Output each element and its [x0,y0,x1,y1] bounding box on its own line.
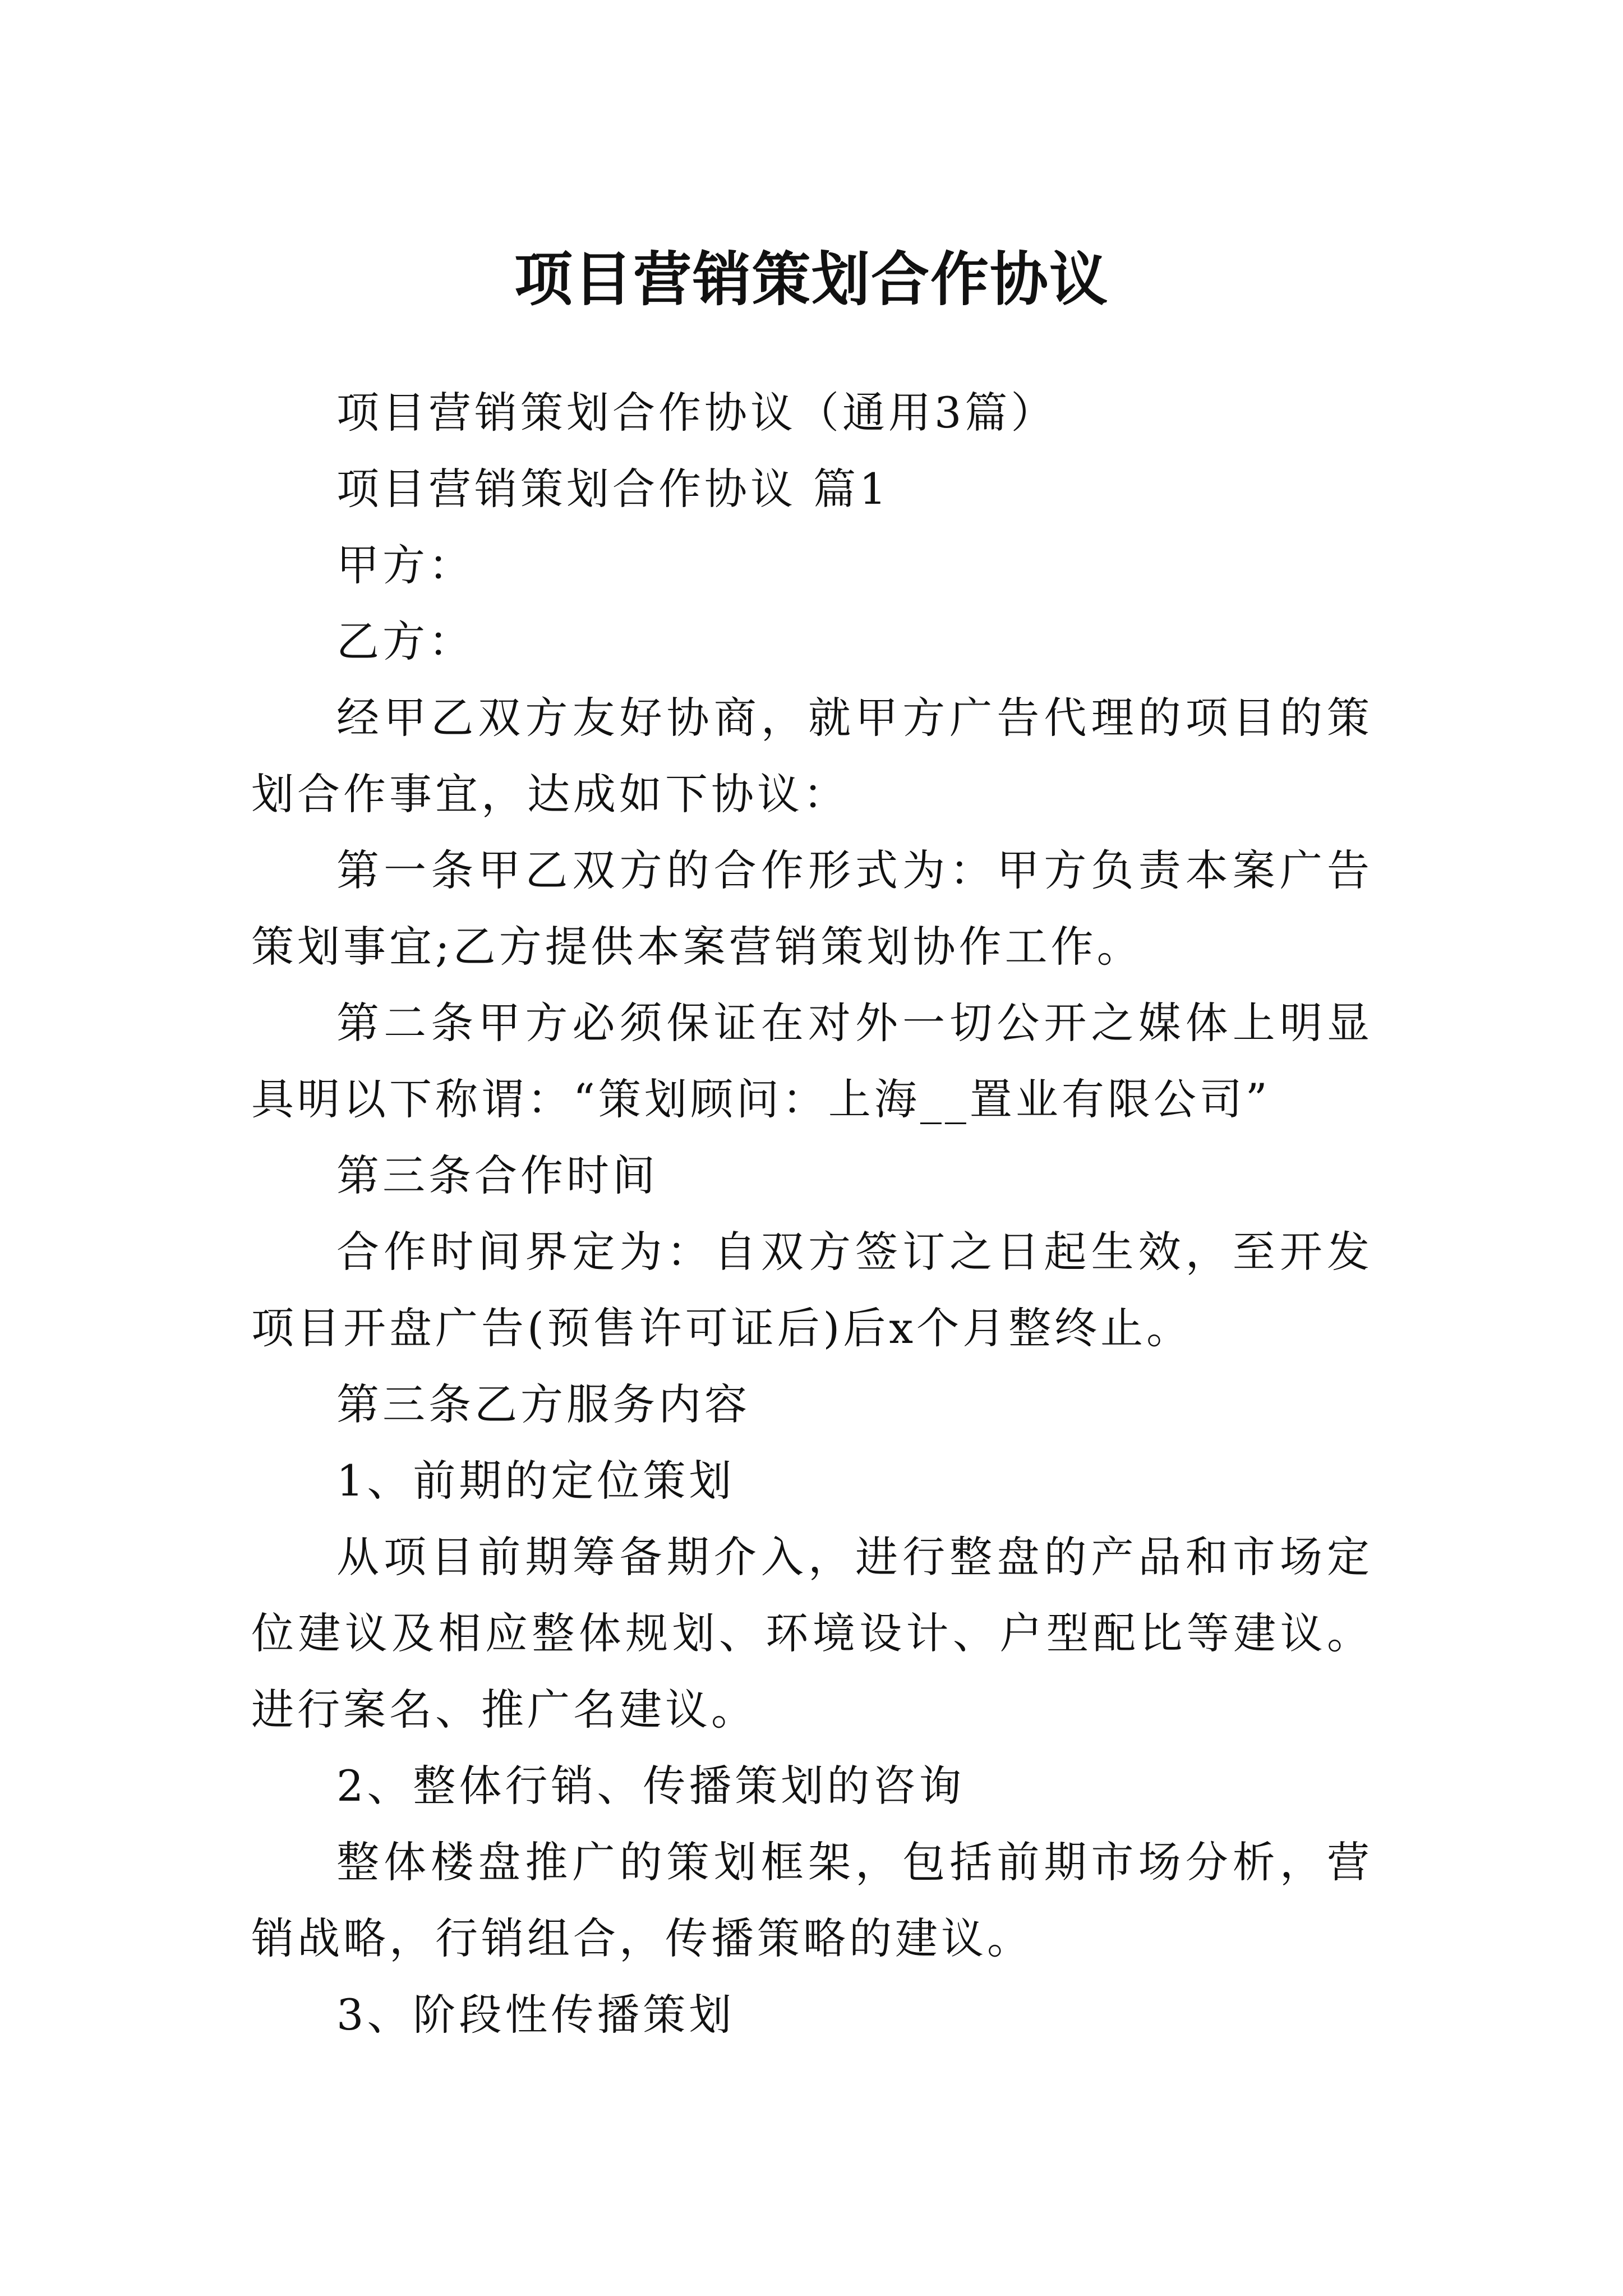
paragraph-item-1-heading: 1、前期的定位策划 [336,1456,735,1506]
paragraph-article-2: 第二条甲方必须保证在对外一切公开之媒体上明显具明以下称谓：“策划顾问：上海__置业有限公司” [251,998,1373,1124]
document-title: 项目营销策划合作协议 [514,245,1109,314]
paragraph-item-1-body: 从项目前期筹备期介入，进行整盘的产品和市场定位建议及相应整体规划、环境设计、户型配比等建议。进行案名、推广名建议。 [251,1532,1373,1734]
paragraph-cooperation-period: 合作时间界定为：自双方签订之日起生效，至开发项目开盘广告(预售许可证后)后x个月整终止。 [251,1227,1373,1353]
paragraph-preamble: 经甲乙双方友好协商，就甲方广告代理的项目的策划合作事宜，达成如下协议： [251,693,1373,819]
paragraph-section-heading: 项目营销策划合作协议 篇1 [336,464,890,514]
paragraph-service-heading: 第三条乙方服务内容 [336,1379,750,1429]
paragraph-party-a: 甲方： [336,540,474,590]
paragraph-subtitle: 项目营销策划合作协议（通用3篇） [336,388,1057,438]
paragraph-party-b: 乙方： [336,616,474,666]
paragraph-item-3-heading: 3、阶段性传播策划 [336,1990,735,2040]
paragraph-article-3-heading: 第三条合作时间 [336,1151,658,1200]
paragraph-item-2-heading: 2、整体行销、传播策划的咨询 [336,1761,965,1811]
paragraph-item-2-body: 整体楼盘推广的策划框架，包括前期市场分析，营销战略，行销组合，传播策略的建议。 [251,1837,1373,1963]
paragraph-article-1: 第一条甲乙双方的合作形式为：甲方负责本案广告策划事宜;乙方提供本案营销策划协作工作。 [251,845,1373,972]
document-body [251,375,1373,2053]
